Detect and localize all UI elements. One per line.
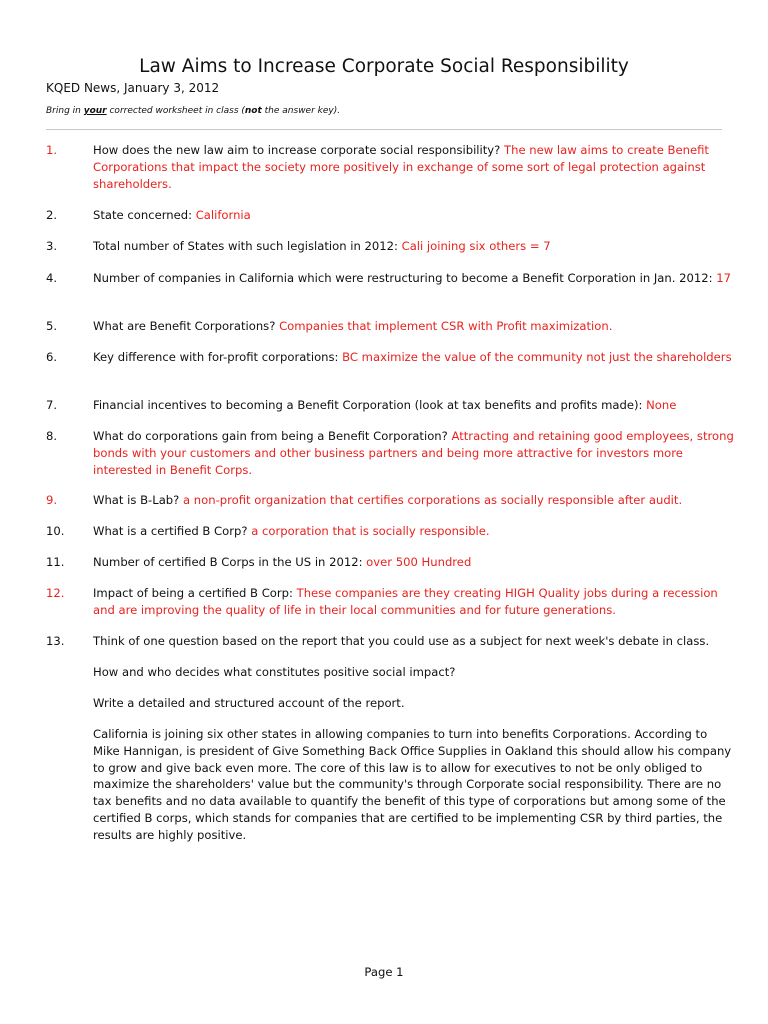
- question-number: 11.: [46, 555, 65, 569]
- question-number: 3.: [46, 239, 58, 253]
- question-number: 10.: [46, 524, 65, 538]
- answer-text: Cali joining six others = 7: [401, 239, 551, 253]
- question-item: [46, 397, 736, 414]
- answer-text: California: [195, 208, 251, 222]
- question-number: 4.: [46, 271, 58, 285]
- question-text: What are Benefit Corporations?: [93, 319, 280, 333]
- answer-text: BC maximize the value of the community not just the shareholders: [342, 350, 732, 364]
- question-item: [46, 142, 736, 192]
- debate-question: How and who decides what constitutes positive social impact?: [93, 665, 456, 679]
- question-number: 8.: [46, 429, 58, 443]
- question-text: Key difference with for-profit corporations:: [93, 350, 343, 364]
- instruction-your: your: [83, 106, 107, 116]
- question-item: [46, 585, 736, 619]
- instruction-not: not: [244, 106, 262, 116]
- question-number: 6.: [46, 350, 58, 364]
- question-text: How does the new law aim to increase corporate social responsibility?: [93, 143, 505, 157]
- instruction-pre: Bring in: [46, 106, 84, 116]
- question-number: 2.: [46, 208, 58, 222]
- answer-text: These companies are they creating HIGH Quality jobs during a recession and are improving the quality of life in their local communities and for future generations.: [93, 586, 718, 617]
- question-item: [46, 207, 736, 224]
- question-number: 1.: [46, 143, 58, 157]
- instruction-post: the answer key).: [261, 106, 341, 116]
- instruction-line: [46, 105, 340, 117]
- question-item: [46, 554, 736, 571]
- question-item: [46, 318, 736, 335]
- page-number: Page 1: [364, 965, 404, 979]
- question-text: Impact of being a certified B Corp:: [93, 586, 297, 600]
- question-item: [46, 238, 736, 255]
- account-prompt: Write a detailed and structured account of the report.: [93, 696, 405, 710]
- question-item: [46, 428, 736, 478]
- answer-text: a non-profit organization that certifies corporations as socially responsible after audit.: [183, 493, 683, 507]
- question-text: What do corporations gain from being a Benefit Corporation?: [93, 429, 452, 443]
- divider: [46, 129, 722, 130]
- answer-text: Companies that implement CSR with Profit maximization.: [279, 319, 613, 333]
- question-number: 5.: [46, 319, 58, 333]
- answer-text: None: [646, 398, 677, 412]
- answer-text: The new law aims to create Benefit Corporations that impact the society more positively in exchange of some sort of legal protection against shareholders.: [93, 143, 709, 191]
- answer-text: 17: [716, 271, 731, 285]
- page-title: Law Aims to Increase Corporate Social Responsibility: [139, 56, 629, 77]
- instruction-mid: corrected worksheet in class (: [106, 106, 245, 116]
- question-item: [46, 349, 736, 366]
- answer-text: Attracting and retaining good employees, strong bonds with your customers and other business partners and being more attractive for investors more interested in Benefit Corps.: [93, 429, 734, 477]
- source-line: KQED News, January 3, 2012: [46, 81, 220, 95]
- question-number: 12.: [46, 586, 65, 600]
- question-text: Think of one question based on the report that you could use as a subject for next week's debate in class.: [93, 634, 710, 648]
- question-item: [46, 270, 736, 287]
- question-text: Total number of States with such legislation in 2012:: [93, 239, 402, 253]
- account-text: California is joining six other states in allowing companies to turn into benefits Corporations. According to Mike Hannigan, is president of Give Something Back Office Supplies in Oakland this should allow his company to grow and give back even more. The core of this law is to allow for executives to not be only obliged to maximize the shareholders' value but the community's through Corporate social responsibility. There are no tax benefits and no data available to quantify the benefit of this type of corporations but among some of the certified B corps, which stands for companies that are certified to be implementing CSR by third parties, the results are highly positive.: [93, 727, 732, 842]
- question-item: [46, 633, 736, 650]
- question-number: 13.: [46, 634, 65, 648]
- question-text: Number of certified B Corps in the US in 2012:: [93, 555, 367, 569]
- question-text: What is B-Lab?: [93, 493, 183, 507]
- question-text: What is a certified B Corp?: [93, 524, 252, 538]
- answer-text: over 500 Hundred: [366, 555, 472, 569]
- question-text: State concerned:: [93, 208, 196, 222]
- question-number: 7.: [46, 398, 58, 412]
- question-text: Number of companies in California which were restructuring to become a Benefit Corporation in Jan. 2012:: [93, 271, 717, 285]
- question-item: [46, 523, 736, 540]
- question-number: 9.: [46, 493, 58, 507]
- answer-text: a corporation that is socially responsible.: [251, 524, 490, 538]
- question-text: Financial incentives to becoming a Benefit Corporation (look at tax benefits and profits made):: [93, 398, 647, 412]
- question-item: [46, 492, 736, 509]
